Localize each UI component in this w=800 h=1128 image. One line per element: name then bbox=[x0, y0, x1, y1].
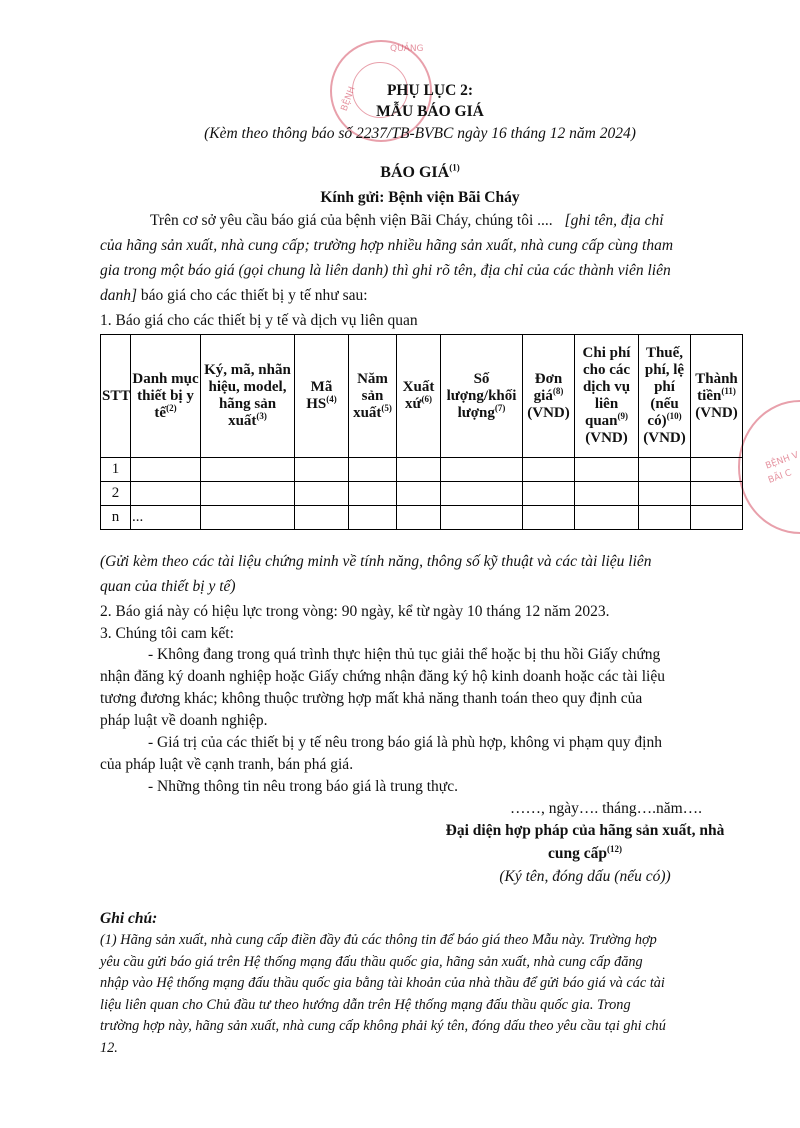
commit-2-line-1: - Giá trị của các thiết bị y tế nêu trong báo giá là phù hợp, không vi phạm quy định bbox=[148, 734, 662, 751]
table-row bbox=[101, 506, 743, 530]
seal-top-side-text: BỆNH bbox=[339, 85, 358, 113]
col-tax: Thuế, phí, lệ phí (nếu có)$^{(10)}$ (VND) bbox=[639, 335, 691, 458]
intro-line-4 bbox=[100, 287, 368, 305]
table-row bbox=[101, 458, 743, 482]
commit-2-line-2: của pháp luật về cạnh tranh, bán phá giá. bbox=[100, 756, 354, 773]
appendix-title: PHỤ LỤC 2: bbox=[386, 82, 474, 99]
attach-note-2: quan của thiết bị y tế) bbox=[100, 578, 236, 595]
col-quantity: Số lượng/khối lượng$^{(7)}$ bbox=[441, 335, 523, 458]
date-line: ……, ngày…. tháng….năm…. bbox=[510, 800, 703, 817]
table-header-row bbox=[101, 335, 743, 458]
table-row bbox=[101, 482, 743, 506]
intro-placeholder-start: [ghi tên, địa chỉ bbox=[564, 212, 664, 229]
representative-line-1: Đại diện hợp pháp của hãng sản xuất, nhà bbox=[445, 822, 725, 839]
seal-right-text-2: BÃI C bbox=[767, 468, 794, 486]
quote-title-text: BÁO GIÁ bbox=[380, 164, 450, 181]
intro-text-1: Trên cơ sở yêu cầu báo giá của bệnh viện Bãi Cháy, chúng tôi .... bbox=[150, 212, 553, 229]
validity-line: 2. Báo giá này có hiệu lực trong vòng: 90 ngày, kể từ ngày 10 tháng 12 năm 2023. bbox=[100, 603, 610, 620]
row-item bbox=[131, 458, 201, 482]
quote-table bbox=[100, 334, 743, 530]
commit-1-line-1: - Không đang trong quá trình thực hiện thủ tục giải thể hoặc bị thu hồi Giấy chứng bbox=[148, 646, 661, 663]
col-service-cost: Chi phí cho các dịch vụ liên quan$^{(9)}$ (VND) bbox=[575, 335, 639, 458]
col-hs-code: Mã HS$^{(4)}$ bbox=[295, 335, 349, 458]
commit-1-line-3: tương đương khác; không thuộc trường hợp mất khả năng thanh toán theo quy định của bbox=[100, 690, 643, 707]
col-year: Năm sản xuất$^{(5)}$ bbox=[349, 335, 397, 458]
col-total: Thành tiền$^{(11)}$ (VND) bbox=[691, 335, 743, 458]
note-1 bbox=[100, 930, 745, 1059]
section-1-heading: 1. Báo giá cho các thiết bị y tế và dịch vụ liên quan bbox=[100, 312, 418, 329]
seal-top-text: QUẢNG bbox=[390, 44, 424, 54]
attach-note-1: (Gửi kèm theo các tài liệu chứng minh về tính năng, thông số kỹ thuật và các tài liệu liên bbox=[100, 553, 652, 570]
row-item bbox=[131, 482, 201, 506]
intro-line-3: gia trong một báo giá (gọi chung là liên danh) thì ghi rõ tên, địa chỉ của các thành viên liên bbox=[100, 262, 671, 279]
intro-placeholder-end: danh] bbox=[100, 287, 138, 304]
note-1-line: liệu liên quan cho Chủ đầu tư theo hướng dẫn trên Hệ thống mạng đấu thầu quốc gia. Trong bbox=[100, 996, 631, 1013]
note-1-line: 12. bbox=[100, 1039, 118, 1056]
quote-title-sup: (1) bbox=[449, 162, 460, 173]
intro-line-2: của hãng sản xuất, nhà cung cấp; trường hợp nhiều hãng sản xuất, nhà cung cấp cùng tham bbox=[100, 237, 674, 254]
col-device-list: Danh mục thiết bị y tế$^{(2)}$ bbox=[131, 335, 201, 458]
sign-instruction: (Ký tên, đóng dấu (nếu có)) bbox=[499, 868, 671, 885]
row-item: ... bbox=[131, 506, 201, 530]
reference-note: (Kèm theo thông báo số 2237/TB-BVBC ngày 16 tháng 12 năm 2024) bbox=[204, 125, 636, 142]
seal-right-text-1: BỆNH V bbox=[764, 450, 800, 472]
commit-1-line-2: nhận đăng ký doanh nghiệp hoặc Giấy chứng nhận đăng ký hộ kinh doanh hoặc các tài liệu bbox=[100, 668, 665, 685]
col-origin: Xuất xứ$^{(6)}$ bbox=[397, 335, 441, 458]
col-model: Ký, mã, nhãn hiệu, model, hãng sản xuất$^{(3)}$ bbox=[201, 335, 295, 458]
col-stt: STT bbox=[101, 335, 131, 458]
note-1-line: yêu cầu gửi báo giá trên Hệ thống mạng đấu thầu quốc gia, hãng sản xuất, nhà cung cấp đăng bbox=[100, 953, 643, 970]
intro-line-1 bbox=[150, 212, 664, 230]
row-stt: 2 bbox=[101, 482, 131, 506]
form-title: MẪU BÁO GIÁ bbox=[376, 103, 484, 120]
commit-3: - Những thông tin nêu trong báo giá là trung thực. bbox=[148, 778, 458, 795]
row-stt: n bbox=[101, 506, 131, 530]
note-1-line: trường hợp này, hãng sản xuất, nhà cung cấp không phải ký tên, đóng dấu theo yêu cầu tại ghi chú bbox=[100, 1018, 666, 1034]
note-1-line: nhập vào Hệ thống mạng đấu thầu quốc gia bằng tài khoản của nhà thầu để gửi báo giá và các tài bbox=[100, 975, 665, 991]
addressee: Kính gửi: Bệnh viện Bãi Cháy bbox=[320, 189, 520, 206]
commit-heading: 3. Chúng tôi cam kết: bbox=[100, 625, 234, 642]
note-1-line: (1) Hãng sản xuất, nhà cung cấp điền đầy đủ các thông tin để báo giá theo Mẫu này. Trường hợp bbox=[100, 932, 657, 948]
quote-title bbox=[0, 164, 800, 182]
intro-text-end: báo giá cho các thiết bị y tế như sau: bbox=[140, 287, 368, 304]
representative-line-2: cung cấp$^{(12)}$ bbox=[548, 843, 622, 862]
notes-heading: Ghi chú: bbox=[100, 910, 158, 927]
row-stt: 1 bbox=[101, 458, 131, 482]
col-unit-price: Đơn giá$^{(8)}$ (VND) bbox=[523, 335, 575, 458]
commit-1-line-4: pháp luật về doanh nghiệp. bbox=[100, 712, 268, 729]
